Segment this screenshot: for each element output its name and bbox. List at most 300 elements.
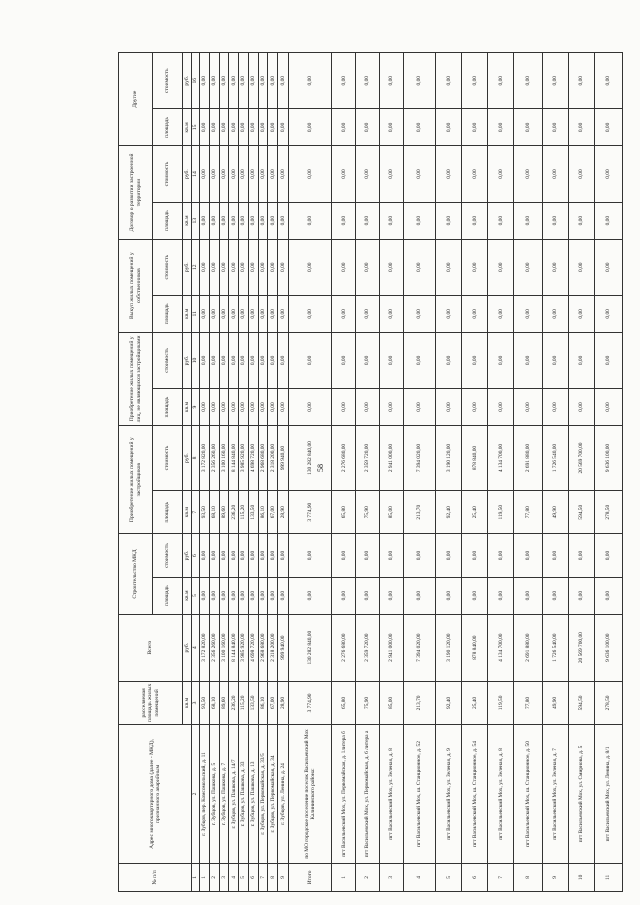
row-development-cost: 0,00: [268, 146, 278, 202]
header-total: Всего: [119, 614, 183, 681]
row-developers-cost: 8 144 840,00: [229, 425, 239, 490]
row-number: 9: [542, 863, 568, 891]
unit-cost: руб.: [183, 534, 192, 577]
row-developers-cost: 2 691 880,00: [514, 425, 542, 490]
row-construction-area: 0,00: [219, 577, 229, 614]
row-development-area: 0,00: [514, 202, 542, 239]
row-total-cost: 3 190 120,00: [436, 614, 462, 681]
col-number: 14: [192, 146, 200, 202]
row-developers-area: 67,00: [268, 491, 278, 534]
row-construction-cost: 0,00: [542, 534, 568, 577]
row-buyout-cost: 0,00: [332, 239, 356, 295]
row-buyout-area: 0,00: [436, 295, 462, 332]
row-developers-area: 77,80: [514, 491, 542, 534]
row-buyout-area: 0,00: [356, 295, 380, 332]
row-buyout-cost: 0,00: [268, 239, 278, 295]
row-nondevelopers-area: 0,00: [462, 389, 488, 426]
row-nondevelopers-area: 0,00: [268, 389, 278, 426]
col-number: 9: [192, 389, 200, 426]
row-nondevelopers-area: 0,00: [258, 389, 268, 426]
row-address: пгт Васильевский Мох, ул. Зеленая, д. 7: [542, 725, 568, 864]
row-nondevelopers-area: 0,00: [239, 389, 249, 426]
header-area: площадь: [153, 491, 183, 534]
row-buyout-area: 0,00: [403, 295, 436, 332]
row-other-area: 0,00: [209, 109, 219, 146]
row-construction-area: 0,00: [568, 577, 594, 614]
row-other-cost: 0,00: [268, 53, 278, 110]
unit-area: кв.м: [183, 577, 192, 614]
row-construction-area: 0,00: [200, 577, 210, 614]
row-development-area: 0,00: [288, 202, 331, 239]
row-construction-area: 0,00: [488, 577, 514, 614]
row-other-cost: 0,00: [248, 53, 258, 110]
row-buyout-cost: 0,00: [278, 239, 289, 295]
row-development-cost: 0,00: [219, 146, 229, 202]
row-nondevelopers-area: 0,00: [278, 389, 289, 426]
row-development-area: 0,00: [488, 202, 514, 239]
row-other-area: 0,00: [462, 109, 488, 146]
row-developers-area: 93,50: [200, 491, 210, 534]
row-number: 2: [209, 863, 219, 891]
row-development-area: 0,00: [462, 202, 488, 239]
row-buyout-cost: 0,00: [239, 239, 249, 295]
row-developers-cost: 1 726 540,00: [542, 425, 568, 490]
row-other-cost: 0,00: [258, 53, 268, 110]
row-construction-cost: 0,00: [403, 534, 436, 577]
row-buyout-area: 0,00: [514, 295, 542, 332]
row-buyout-cost: 0,00: [200, 239, 210, 295]
row-nondevelopers-area: 0,00: [356, 389, 380, 426]
row-development-cost: 0,00: [356, 146, 380, 202]
table-row: [488, 53, 514, 892]
row-address: г. Зубцов, ул. Пашкова, д. 5: [209, 725, 219, 864]
row-other-area: 0,00: [379, 109, 403, 146]
row-other-area: 0,00: [488, 109, 514, 146]
row-development-cost: 0,00: [488, 146, 514, 202]
row-other-cost: 0,00: [379, 53, 403, 110]
row-total-cost: 999 940,00: [278, 614, 289, 681]
row-construction-area: 0,00: [594, 577, 622, 614]
row-number: 6: [248, 863, 258, 891]
row-buyout-area: 0,00: [488, 295, 514, 332]
row-development-area: 0,00: [268, 202, 278, 239]
row-total-cost: 2 941 000,00: [379, 614, 403, 681]
row-construction-area: 0,00: [229, 577, 239, 614]
row-developers-area: 92,40: [436, 491, 462, 534]
row-resettle-area: 213,70: [403, 681, 436, 724]
table-row: [258, 53, 268, 892]
row-development-area: 0,00: [356, 202, 380, 239]
row-nondevelopers-area: 0,00: [542, 389, 568, 426]
row-construction-cost: 0,00: [278, 534, 289, 577]
row-other-cost: 0,00: [209, 53, 219, 110]
row-developers-area: 65,80: [332, 491, 356, 534]
row-buyout-cost: 0,00: [542, 239, 568, 295]
row-developers-area: 115,20: [239, 491, 249, 534]
row-nondevelopers-cost: 0,00: [278, 332, 289, 388]
row-construction-area: 0,00: [258, 577, 268, 614]
row-address: пгт Васильевский Мох, ул. Зеленая, д. 9: [436, 725, 462, 864]
row-total-cost: 7 394 020,00: [403, 614, 436, 681]
row-address: г. Зубцов, ул. Первомайская, д. 34: [268, 725, 278, 864]
row-other-area: 0,00: [248, 109, 258, 146]
row-development-cost: 0,00: [332, 146, 356, 202]
row-construction-cost: 0,00: [239, 534, 249, 577]
row-nondevelopers-area: 0,00: [229, 389, 239, 426]
unit-cost: руб.: [183, 146, 192, 202]
row-buyout-cost: 0,00: [288, 239, 331, 295]
header-num: № п/п: [119, 863, 192, 891]
row-development-area: 0,00: [278, 202, 289, 239]
row-other-area: 0,00: [268, 109, 278, 146]
row-construction-cost: 0,00: [594, 534, 622, 577]
unit-cost: руб.: [183, 332, 192, 388]
unit-area: кв.м: [183, 389, 192, 426]
row-construction-cost: 0,00: [219, 534, 229, 577]
row-other-area: 0,00: [239, 109, 249, 146]
row-development-cost: 0,00: [229, 146, 239, 202]
row-development-area: 0,00: [258, 202, 268, 239]
row-buyout-area: 0,00: [219, 295, 229, 332]
row-development-cost: 0,00: [436, 146, 462, 202]
col-number: 3: [192, 681, 200, 724]
row-number: 2: [356, 863, 380, 891]
row-development-area: 0,00: [568, 202, 594, 239]
table-row: [248, 53, 258, 892]
table-row: [462, 53, 488, 892]
row-other-cost: 0,00: [568, 53, 594, 110]
row-development-cost: 0,00: [379, 146, 403, 202]
row-nondevelopers-area: 0,00: [248, 389, 258, 426]
row-other-cost: 0,00: [436, 53, 462, 110]
row-resettle-area: 115,20: [239, 681, 249, 724]
row-development-area: 0,00: [229, 202, 239, 239]
header-cost: стоимость: [153, 534, 183, 577]
header-other: Другие: [119, 53, 153, 146]
row-nondevelopers-area: 0,00: [379, 389, 403, 426]
row-development-area: 0,00: [200, 202, 210, 239]
row-construction-cost: 0,00: [568, 534, 594, 577]
row-other-area: 0,00: [278, 109, 289, 146]
row-construction-area: 0,00: [462, 577, 488, 614]
row-total-cost: 4 134 700,00: [488, 614, 514, 681]
row-nondevelopers-area: 0,00: [568, 389, 594, 426]
row-other-cost: 0,00: [356, 53, 380, 110]
row-development-area: 0,00: [332, 202, 356, 239]
row-developers-cost: 2 968 680,00: [258, 425, 268, 490]
row-resettle-area: 93,50: [200, 681, 210, 724]
row-buyout-area: 0,00: [278, 295, 289, 332]
col-number: 6: [192, 534, 200, 577]
row-nondevelopers-cost: 0,00: [356, 332, 380, 388]
row-nondevelopers-cost: 0,00: [436, 332, 462, 388]
row-buyout-cost: 0,00: [514, 239, 542, 295]
row-construction-area: 0,00: [514, 577, 542, 614]
row-other-area: 0,00: [436, 109, 462, 146]
row-buyout-cost: 0,00: [568, 239, 594, 295]
row-development-cost: 0,00: [542, 146, 568, 202]
row-buyout-cost: 0,00: [436, 239, 462, 295]
row-other-area: 0,00: [288, 109, 331, 146]
row-developers-cost: 2 276 680,00: [332, 425, 356, 490]
row-address: г. Зубцов, ул. Пашкова, д. 7: [219, 725, 229, 864]
table-viewport: [118, 52, 623, 892]
row-address: пгт Васильевский Мох, ул. Первомайская, д. 1литера б: [332, 725, 356, 864]
row-resettle-area: 119,50: [488, 681, 514, 724]
row-construction-area: 0,00: [268, 577, 278, 614]
row-construction-area: 0,00: [248, 577, 258, 614]
row-number: Итого: [288, 863, 331, 891]
row-address: пгт Васильевский Мох, ул. Зеленая, д. 8: [488, 725, 514, 864]
table-row: [542, 53, 568, 892]
row-other-area: 0,00: [568, 109, 594, 146]
row-development-cost: 0,00: [594, 146, 622, 202]
row-construction-area: 0,00: [278, 577, 289, 614]
row-other-area: 0,00: [258, 109, 268, 146]
row-other-area: 0,00: [200, 109, 210, 146]
row-resettle-area: 49,90: [542, 681, 568, 724]
unit-area: кв.м: [183, 295, 192, 332]
col-number: 11: [192, 295, 200, 332]
row-buyout-area: 0,00: [239, 295, 249, 332]
resettlement-table: [118, 52, 623, 892]
table-row: [219, 53, 229, 892]
row-number: 3: [379, 863, 403, 891]
col-number: 2: [192, 725, 200, 864]
header-resettle-area: расселяемая площадь жилых помещений: [119, 681, 183, 724]
col-number: 7: [192, 491, 200, 534]
row-development-cost: 0,00: [514, 146, 542, 202]
row-construction-area: 0,00: [403, 577, 436, 614]
row-other-cost: 0,00: [219, 53, 229, 110]
row-nondevelopers-cost: 0,00: [542, 332, 568, 388]
row-construction-cost: 0,00: [436, 534, 462, 577]
row-nondevelopers-cost: 0,00: [403, 332, 436, 388]
row-buyout-cost: 0,00: [379, 239, 403, 295]
row-total-cost: 2 318 200,00: [268, 614, 278, 681]
row-buyout-cost: 0,00: [594, 239, 622, 295]
header-construction: Строительство МКД: [119, 534, 153, 614]
row-nondevelopers-cost: 0,00: [219, 332, 229, 388]
col-number: 5: [192, 577, 200, 614]
col-number: 8: [192, 425, 200, 490]
header-buyout: Выкуп жилых помещений у собственников: [119, 239, 153, 332]
row-other-cost: 0,00: [462, 53, 488, 110]
row-development-cost: 0,00: [462, 146, 488, 202]
row-other-area: 0,00: [356, 109, 380, 146]
row-developers-area: 119,50: [488, 491, 514, 534]
row-construction-cost: 0,00: [248, 534, 258, 577]
row-nondevelopers-cost: 0,00: [248, 332, 258, 388]
row-construction-area: 0,00: [239, 577, 249, 614]
row-nondevelopers-area: 0,00: [332, 389, 356, 426]
row-other-area: 0,00: [514, 109, 542, 146]
unit-area: кв.м: [183, 681, 192, 724]
row-address: г. Зубцов, пер. Комсомольский, д. 11: [200, 725, 210, 864]
row-developers-cost: 20 569 700,00: [568, 425, 594, 490]
row-construction-cost: 0,00: [332, 534, 356, 577]
row-nondevelopers-cost: 0,00: [332, 332, 356, 388]
row-resettle-area: 3 774,90: [288, 681, 331, 724]
row-buyout-area: 0,00: [379, 295, 403, 332]
row-buyout-area: 0,00: [462, 295, 488, 332]
row-total-cost: 2 968 680,00: [258, 614, 268, 681]
col-number: 1: [192, 863, 200, 891]
col-number: 13: [192, 202, 200, 239]
unit-cost: руб.: [183, 239, 192, 295]
row-construction-cost: 0,00: [268, 534, 278, 577]
row-construction-cost: 0,00: [209, 534, 219, 577]
row-other-cost: 0,00: [488, 53, 514, 110]
row-resettle-area: 77,80: [514, 681, 542, 724]
row-other-cost: 0,00: [594, 53, 622, 110]
page-number: 58: [316, 464, 325, 472]
row-other-area: 0,00: [332, 109, 356, 146]
row-nondevelopers-cost: 0,00: [488, 332, 514, 388]
row-development-cost: 0,00: [568, 146, 594, 202]
row-number: 1: [200, 863, 210, 891]
row-total-cost: 130 282 840,00: [288, 614, 331, 681]
row-address: пгт Васильевский Мох, ш. Станционное, д. 52: [403, 725, 436, 864]
row-number: 11: [594, 863, 622, 891]
row-construction-area: 0,00: [356, 577, 380, 614]
header-area: площадь: [153, 202, 183, 239]
row-developers-cost: 7 394 020,00: [403, 425, 436, 490]
row-resettle-area: 75,90: [356, 681, 380, 724]
row-total-cost: 3 172 820,00: [200, 614, 210, 681]
row-buyout-cost: 0,00: [488, 239, 514, 295]
unit-area: кв.м: [183, 491, 192, 534]
row-development-cost: 0,00: [239, 146, 249, 202]
row-development-area: 0,00: [219, 202, 229, 239]
table-row: [200, 53, 210, 892]
row-resettle-area: 67,00: [268, 681, 278, 724]
header-area: площадь: [153, 109, 183, 146]
row-total-cost: 9 636 100,00: [594, 614, 622, 681]
row-resettle-area: 92,40: [436, 681, 462, 724]
table-row: [568, 53, 594, 892]
row-resettle-area: 85,00: [379, 681, 403, 724]
row-other-area: 0,00: [594, 109, 622, 146]
row-developers-area: 594,50: [568, 491, 594, 534]
row-developers-cost: 2 318 200,00: [268, 425, 278, 490]
row-developers-area: 68,10: [209, 491, 219, 534]
row-total-cost: 1 726 540,00: [542, 614, 568, 681]
row-address: г. Зубцов, ул. Пашкова, д. 33: [239, 725, 249, 864]
row-total-cost: 3 100 160,00: [219, 614, 229, 681]
row-developers-area: 75,90: [356, 491, 380, 534]
row-total-cost: 2 691 880,00: [514, 614, 542, 681]
row-nondevelopers-cost: 0,00: [568, 332, 594, 388]
header-buy-nondevelopers: Приобретение жилых помещений у лиц, не являющихся застройщиками: [119, 332, 153, 425]
row-other-area: 0,00: [229, 109, 239, 146]
row-buyout-cost: 0,00: [258, 239, 268, 295]
row-nondevelopers-cost: 0,00: [258, 332, 268, 388]
row-resettle-area: 28,90: [278, 681, 289, 724]
row-developers-cost: 3 985 920,00: [239, 425, 249, 490]
unit-cost: руб.: [183, 53, 192, 110]
row-buyout-area: 0,00: [288, 295, 331, 332]
row-number: 5: [436, 863, 462, 891]
row-buyout-cost: 0,00: [248, 239, 258, 295]
row-other-cost: 0,00: [288, 53, 331, 110]
row-developers-area: 86,10: [258, 491, 268, 534]
row-developers-cost: 999 940,00: [278, 425, 289, 490]
row-construction-cost: 0,00: [258, 534, 268, 577]
row-buyout-area: 0,00: [200, 295, 210, 332]
row-development-cost: 0,00: [258, 146, 268, 202]
row-number: 8: [268, 863, 278, 891]
row-developers-area: 89,60: [219, 491, 229, 534]
row-buyout-cost: 0,00: [462, 239, 488, 295]
header-buy-developers: Приобретение жилых помещений у застройщиков: [119, 425, 153, 533]
row-address: по МО городское поселение поселок Васильевский Мох Калининского района:: [288, 725, 331, 864]
header-cost: стоимость: [153, 425, 183, 490]
table-row: [403, 53, 436, 892]
header-area: площадь: [153, 389, 183, 426]
row-buyout-area: 0,00: [268, 295, 278, 332]
row-other-cost: 0,00: [403, 53, 436, 110]
row-address: г. Зубцов, ул. Пашкова, д. 13: [248, 725, 258, 864]
row-nondevelopers-cost: 0,00: [514, 332, 542, 388]
row-construction-cost: 0,00: [488, 534, 514, 577]
row-nondevelopers-area: 0,00: [219, 389, 229, 426]
table-row: [268, 53, 278, 892]
row-developers-area: 25,40: [462, 491, 488, 534]
row-developers-cost: 3 172 820,00: [200, 425, 210, 490]
row-number: 8: [514, 863, 542, 891]
row-construction-cost: 0,00: [288, 534, 331, 577]
row-construction-area: 0,00: [436, 577, 462, 614]
row-other-cost: 0,00: [278, 53, 289, 110]
row-nondevelopers-cost: 0,00: [239, 332, 249, 388]
row-number: 4: [229, 863, 239, 891]
row-number: 7: [488, 863, 514, 891]
row-construction-cost: 0,00: [514, 534, 542, 577]
row-other-cost: 0,00: [332, 53, 356, 110]
row-nondevelopers-area: 0,00: [403, 389, 436, 426]
table-row: [209, 53, 219, 892]
row-total-cost: 2 359 720,00: [356, 614, 380, 681]
header-cost: стоимость: [153, 53, 183, 110]
table-row: [229, 53, 239, 892]
row-resettle-area: 278,50: [594, 681, 622, 724]
row-buyout-cost: 0,00: [219, 239, 229, 295]
row-development-area: 0,00: [436, 202, 462, 239]
row-development-area: 0,00: [379, 202, 403, 239]
row-developers-cost: 9 636 100,00: [594, 425, 622, 490]
row-buyout-area: 0,00: [332, 295, 356, 332]
row-construction-cost: 0,00: [356, 534, 380, 577]
row-developers-cost: 130 282 840,00: [288, 425, 331, 490]
unit-area: кв.м: [183, 202, 192, 239]
table-row: [356, 53, 380, 892]
row-development-cost: 0,00: [209, 146, 219, 202]
row-developers-area: 28,90: [278, 491, 289, 534]
row-buyout-area: 0,00: [594, 295, 622, 332]
header-address: Адрес многоквартирного дома (далее - МКД), признанного аварийным: [119, 725, 192, 864]
row-resettle-area: 65,80: [332, 681, 356, 724]
row-buyout-cost: 0,00: [356, 239, 380, 295]
row-buyout-cost: 0,00: [209, 239, 219, 295]
row-total-cost: 878 840,00: [462, 614, 488, 681]
row-development-area: 0,00: [209, 202, 219, 239]
row-development-cost: 0,00: [248, 146, 258, 202]
table-total-row: [288, 53, 331, 892]
table-row: [332, 53, 356, 892]
row-developers-cost: 4 698 720,00: [248, 425, 258, 490]
table-body: [200, 53, 623, 892]
